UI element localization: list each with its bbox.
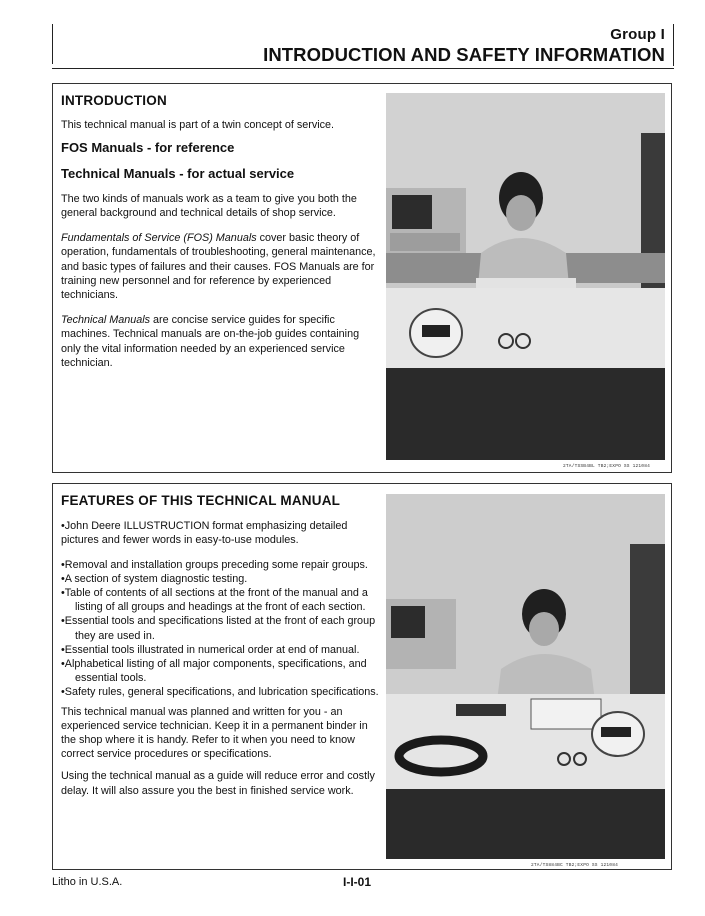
footer-litho: Litho in U.S.A. [52, 876, 123, 888]
features-heading: FEATURES OF THIS TECHNICAL MANUAL [61, 493, 341, 508]
introduction-heading: INTRODUCTION [61, 93, 167, 108]
technician-reading-illustration [386, 93, 665, 460]
technician-workbench-illustration [386, 494, 665, 859]
features-paragraph-2: Using the technical manual as a guide will reduce error and costly delay. It will also assure you the best in finished service work. [61, 770, 375, 797]
features-list [61, 558, 381, 700]
technician-reading-photo [386, 93, 665, 460]
page-number: I-I-01 [343, 875, 372, 889]
features-paragraph-1: This technical manual was planned and written for you - an experienced service technician. Keep it in a permanent binder in the shop where it is handy. Refer to it when you need to know correct service procedures or specifications. [61, 705, 368, 761]
introduction-panel [52, 83, 672, 473]
introduction-paragraph-2 [61, 231, 381, 302]
feature-item: •Safety rules, general specifications, and lubrication specifications. [61, 686, 379, 699]
introduction-paragraph-3-body: are concise service guides for specific machines. Technical manuals are on-the-job guides containing only the vital information needed by an experienced service technician. [61, 314, 360, 369]
introduction-paragraph-3 [61, 313, 381, 370]
technician-workbench-photo [386, 494, 665, 859]
feature-item: •Removal and installation groups preceding some repair groups. [61, 558, 368, 571]
introduction-lead: This technical manual is part of a twin concept of service. [61, 119, 335, 132]
feature-item: •Table of contents of all sections at the front of the manual and a listing of all groups and headings at the front of each section. [61, 587, 368, 614]
feature-item: •Alphabetical listing of all major components, specifications, and essential tools. [61, 658, 367, 685]
group-label: Group I [610, 26, 665, 43]
technical-manuals-term: Technical Manuals [61, 314, 151, 327]
header-rule-left [52, 24, 53, 64]
technical-manuals-subheading: Technical Manuals - for actual service [61, 165, 295, 181]
features-panel [52, 483, 672, 870]
photo-1-code: 2TA/TSSB4BL TB2;EXPO SS 121084 [563, 464, 651, 469]
feature-item: •Essential tools illustrated in numerical order at end of manual. [61, 643, 360, 656]
header-rule [52, 68, 674, 69]
fos-manuals-subheading: FOS Manuals - for reference [61, 140, 235, 156]
photo-2-code: 2TA/TS884BC TB2;EXPO SS 121084 [531, 863, 619, 868]
header-rule-right [673, 24, 674, 66]
page-title: INTRODUCTION AND SAFETY INFORMATION [263, 44, 665, 65]
feature-item: •A section of system diagnostic testing. [61, 572, 248, 585]
introduction-text [61, 94, 381, 370]
feature-item: •Essential tools and specifications listed at the front of each group they are used in. [61, 615, 376, 642]
features-text [61, 494, 381, 798]
introduction-paragraph-1: The two kinds of manuals work as a team to give you both the general background and technical details of shop service. [61, 192, 357, 220]
introduction-paragraph-2-body: cover basic theory of operation, fundamentals of troubleshooting, general maintenance, and basic types of failures and their causes. FOS Manuals are for training new personnel and for reference by experienced technicians. [61, 232, 376, 302]
features-lead: •John Deere ILLUSTRUCTION format emphasizing detailed pictures and fewer words in easy-to-use modules. [61, 520, 348, 547]
fos-manuals-term: Fundamentals of Service (FOS) Manuals [61, 232, 257, 245]
